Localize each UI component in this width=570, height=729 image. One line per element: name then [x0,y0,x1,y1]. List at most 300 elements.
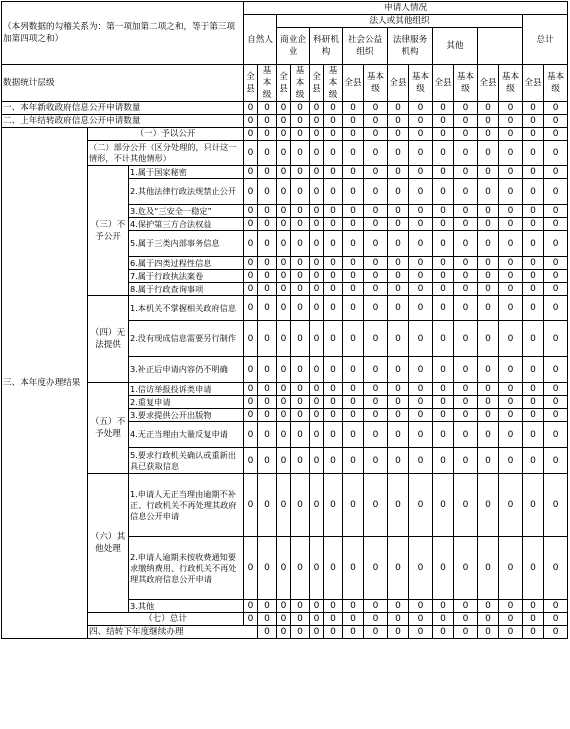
count-cell: 0 [523,474,544,537]
count-cell: 0 [324,422,343,448]
count-cell: 0 [244,179,258,205]
count-cell: 0 [364,257,388,270]
other-handling-reason-3: 3.其他 [129,600,244,613]
count-cell: 0 [277,448,291,474]
unable-reason-1: 1.本机关不掌握相关政府信息 [129,296,244,321]
count-cell: 0 [343,321,364,357]
count-cell: 0 [324,409,343,422]
base-level-subheader: 基本级 [409,65,433,102]
count-cell: 0 [291,205,310,218]
count-cell: 0 [364,102,388,115]
count-cell: 0 [310,205,324,218]
count-cell: 0 [364,128,388,141]
disclosed-label: （一）予以公开 [88,128,244,141]
base-level-subheader: 基本级 [454,65,478,102]
count-cell: 0 [409,128,433,141]
county-all-subheader: 全县 [478,65,499,102]
count-cell: 0 [343,396,364,409]
handling-results-label: 三、本年度办理结果 [2,128,88,639]
count-cell: 0 [478,409,499,422]
count-cell: 0 [499,613,523,626]
count-cell: 0 [343,257,364,270]
count-cell: 0 [258,205,277,218]
count-cell: 0 [544,600,568,613]
county-all-subheader: 全县 [433,65,454,102]
count-cell: 0 [433,474,454,537]
count-cell: 0 [364,179,388,205]
count-cell: 0 [343,115,364,128]
count-cell: 0 [388,296,409,321]
count-cell: 0 [343,357,364,383]
count-cell: 0 [291,626,310,639]
count-cell: 0 [291,128,310,141]
count-cell: 0 [433,218,454,231]
count-cell: 0 [454,179,478,205]
count-cell: 0 [258,626,277,639]
count-cell: 0 [310,102,324,115]
count-cell: 0 [454,409,478,422]
count-cell: 0 [364,166,388,179]
count-cell: 0 [291,396,310,409]
count-cell: 0 [277,537,291,600]
count-cell: 0 [388,128,409,141]
count-cell: 0 [454,270,478,283]
total-header: 总计 [523,15,568,65]
count-cell: 0 [454,422,478,448]
count-cell: 0 [499,115,523,128]
count-cell: 0 [499,257,523,270]
other-header: 其他 [433,28,478,65]
count-cell: 0 [478,205,499,218]
count-cell: 0 [258,448,277,474]
count-cell: 0 [499,296,523,321]
count-cell: 0 [277,357,291,383]
count-cell: 0 [291,600,310,613]
count-cell: 0 [258,409,277,422]
count-cell: 0 [499,231,523,257]
count-cell: 0 [277,321,291,357]
count-cell: 0 [364,537,388,600]
count-cell: 0 [343,205,364,218]
count-cell: 0 [277,474,291,537]
count-cell: 0 [499,141,523,166]
count-cell: 0 [523,128,544,141]
count-cell: 0 [258,179,277,205]
count-cell: 0 [310,357,324,383]
count-cell: 0 [244,283,258,296]
count-cell: 0 [277,270,291,283]
count-cell: 0 [343,409,364,422]
count-cell: 0 [364,626,388,639]
count-cell: 0 [364,283,388,296]
count-cell: 0 [343,422,364,448]
count-cell: 0 [258,128,277,141]
count-cell: 0 [310,383,324,396]
count-cell: 0 [454,128,478,141]
count-cell: 0 [478,166,499,179]
count-cell: 0 [364,383,388,396]
count-cell: 0 [523,383,544,396]
count-cell: 0 [343,128,364,141]
count-cell: 0 [291,422,310,448]
county-all-subheader: 全县 [244,65,258,102]
count-cell: 0 [478,141,499,166]
count-cell: 0 [523,537,544,600]
count-cell: 0 [454,448,478,474]
county-all-subheader: 全县 [523,65,544,102]
count-cell: 0 [499,600,523,613]
stat-relation-note: （本列数据的勾稽关系为：第一项加第二项之和，等于第三项加第四项之和） [2,2,244,65]
count-cell: 0 [364,296,388,321]
legal-service-header: 法律服务机构 [388,28,433,65]
count-cell: 0 [499,409,523,422]
count-cell: 0 [454,231,478,257]
count-cell: 0 [388,537,409,600]
base-level-subheader: 基本级 [544,65,568,102]
count-cell: 0 [258,283,277,296]
count-cell: 0 [544,128,568,141]
count-cell: 0 [343,383,364,396]
count-cell: 0 [244,321,258,357]
count-cell: 0 [310,128,324,141]
base-level-subheader: 基本级 [324,65,343,102]
count-cell: 0 [478,626,499,639]
count-cell: 0 [433,409,454,422]
count-cell: 0 [291,141,310,166]
not-disclosed-reason-8: 8.属于行政查询事项 [129,283,244,296]
count-cell: 0 [478,283,499,296]
count-cell: 0 [277,166,291,179]
count-cell: 0 [324,231,343,257]
count-cell: 0 [364,474,388,537]
count-cell: 0 [523,283,544,296]
count-cell: 0 [523,296,544,321]
count-cell: 0 [523,613,544,626]
count-cell: 0 [291,409,310,422]
count-cell: 0 [454,102,478,115]
count-cell: 0 [409,179,433,205]
count-cell: 0 [258,383,277,396]
count-cell: 0 [277,283,291,296]
count-cell: 0 [409,474,433,537]
count-cell: 0 [523,218,544,231]
count-cell: 0 [258,257,277,270]
count-cell: 0 [343,600,364,613]
other-handling-reason-2: 2.申请人逾期未按收费通知要求缴纳费用、行政机关不再处理其政府信息公开申请 [129,537,244,600]
count-cell: 0 [544,537,568,600]
count-cell: 0 [523,270,544,283]
other-handling-label: （六）其他处理 [88,474,129,613]
table-row [2,128,568,141]
count-cell: 0 [258,396,277,409]
not-disclosed-reason-4: 4.保护第三方合法权益 [129,218,244,231]
not-disclosed-reason-5: 5.属于三类内部事务信息 [129,231,244,257]
count-cell: 0 [324,141,343,166]
count-cell: 0 [277,205,291,218]
count-cell: 0 [523,115,544,128]
count-cell: 0 [258,321,277,357]
count-cell: 0 [433,283,454,296]
count-cell: 0 [277,613,291,626]
count-cell: 0 [324,270,343,283]
count-cell: 0 [364,613,388,626]
count-cell: 0 [523,409,544,422]
count-cell: 0 [244,613,258,626]
count-cell: 0 [310,321,324,357]
count-cell: 0 [310,231,324,257]
research-header: 科研机构 [310,28,343,65]
count-cell: 0 [499,422,523,448]
count-cell: 0 [324,102,343,115]
count-cell: 0 [454,115,478,128]
count-cell: 0 [388,474,409,537]
count-cell: 0 [478,179,499,205]
results-total-label: （七）总计 [88,613,244,626]
count-cell: 0 [277,231,291,257]
count-cell: 0 [277,626,291,639]
count-cell: 0 [364,115,388,128]
count-cell: 0 [478,231,499,257]
count-cell: 0 [277,600,291,613]
count-cell: 0 [364,448,388,474]
count-cell: 0 [291,448,310,474]
stat-dimension-label: 数据统计层级 [2,65,244,102]
count-cell: 0 [478,296,499,321]
count-cell: 0 [258,474,277,537]
count-cell: 0 [258,166,277,179]
count-cell: 0 [258,296,277,321]
count-cell: 0 [364,218,388,231]
not-disclosed-reason-2: 2.其他法律行政法规禁止公开 [129,179,244,205]
count-cell: 0 [291,231,310,257]
count-cell: 0 [454,357,478,383]
count-cell: 0 [324,613,343,626]
count-cell: 0 [310,626,324,639]
count-cell: 0 [388,613,409,626]
count-cell: 0 [310,218,324,231]
count-cell: 0 [454,537,478,600]
count-cell: 0 [478,396,499,409]
count-cell: 0 [291,179,310,205]
count-cell: 0 [343,613,364,626]
count-cell: 0 [324,448,343,474]
count-cell: 0 [364,422,388,448]
count-cell: 0 [433,600,454,613]
count-cell: 0 [343,166,364,179]
count-cell: 0 [310,270,324,283]
count-cell: 0 [454,474,478,537]
count-cell: 0 [277,422,291,448]
count-cell: 0 [364,270,388,283]
count-cell: 0 [409,613,433,626]
count-cell: 0 [324,396,343,409]
count-cell: 0 [364,231,388,257]
count-cell: 0 [433,102,454,115]
count-cell: 0 [523,205,544,218]
count-cell: 0 [433,257,454,270]
count-cell: 0 [388,448,409,474]
count-cell: 0 [523,231,544,257]
count-cell: 0 [478,115,499,128]
count-cell: 0 [244,166,258,179]
partial-disclosure-label: （二）部分公开（区分处理的，只计这一情形，不计其他情形） [88,141,244,166]
not-processed-reason-5: 5.要求行政机关确认或重新出具已获取信息 [129,448,244,474]
count-cell: 0 [324,218,343,231]
count-cell: 0 [388,179,409,205]
count-cell: 0 [523,600,544,613]
count-cell: 0 [258,422,277,448]
count-cell: 0 [277,128,291,141]
count-cell: 0 [409,283,433,296]
count-cell: 0 [544,115,568,128]
count-cell: 0 [409,448,433,474]
count-cell: 0 [454,141,478,166]
count-cell: 0 [291,383,310,396]
not-processed-label: （五）不予处理 [88,383,129,474]
count-cell: 0 [388,422,409,448]
count-cell: 0 [499,626,523,639]
count-cell: 0 [343,218,364,231]
count-cell: 0 [478,613,499,626]
count-cell: 0 [454,205,478,218]
count-cell: 0 [244,102,258,115]
count-cell: 0 [244,205,258,218]
count-cell: 0 [258,357,277,383]
count-cell: 0 [343,141,364,166]
count-cell: 0 [244,422,258,448]
count-cell: 0 [544,626,568,639]
count-cell: 0 [343,296,364,321]
count-cell: 0 [499,321,523,357]
base-level-subheader: 基本级 [364,65,388,102]
count-cell: 0 [433,383,454,396]
count-cell: 0 [433,626,454,639]
count-cell: 0 [499,396,523,409]
base-level-subheader: 基本级 [291,65,310,102]
count-cell: 0 [244,600,258,613]
count-cell: 0 [388,357,409,383]
commercial-header: 商业企业 [277,28,310,65]
count-cell: 0 [244,231,258,257]
count-cell: 0 [523,257,544,270]
count-cell: 0 [258,537,277,600]
count-cell: 0 [454,257,478,270]
count-cell: 0 [478,357,499,383]
count-cell: 0 [244,218,258,231]
count-cell: 0 [291,537,310,600]
not-disclosed-reason-6: 6.属于四类过程性信息 [129,257,244,270]
count-cell: 0 [409,383,433,396]
count-cell: 0 [544,383,568,396]
table-row [2,115,568,128]
count-cell: 0 [310,613,324,626]
not-disclosed-reason-1: 1.属于国家秘密 [129,166,244,179]
count-cell: 0 [291,613,310,626]
count-cell: 0 [409,205,433,218]
not-processed-reason-3: 3.要求提供公开出版物 [129,409,244,422]
count-cell: 0 [324,205,343,218]
count-cell: 0 [324,357,343,383]
count-cell: 0 [409,115,433,128]
count-cell: 0 [523,102,544,115]
count-cell: 0 [388,205,409,218]
count-cell: 0 [310,257,324,270]
count-cell: 0 [478,321,499,357]
count-cell: 0 [388,383,409,396]
county-all-subheader: 全县 [388,65,409,102]
count-cell: 0 [258,600,277,613]
count-cell: 0 [523,626,544,639]
count-cell: 0 [310,283,324,296]
count-cell: 0 [409,257,433,270]
count-cell: 0 [324,283,343,296]
count-cell: 0 [291,166,310,179]
count-cell: 0 [544,283,568,296]
social-org-header: 社会公益组织 [343,28,388,65]
count-cell: 0 [454,321,478,357]
count-cell: 0 [409,422,433,448]
count-cell: 0 [523,357,544,383]
count-cell: 0 [433,448,454,474]
natural-person-header: 自然人 [244,15,277,65]
count-cell: 0 [544,231,568,257]
count-cell: 0 [544,474,568,537]
count-cell: 0 [388,270,409,283]
count-cell: 0 [388,257,409,270]
count-cell: 0 [454,626,478,639]
count-cell: 0 [454,218,478,231]
count-cell: 0 [343,270,364,283]
count-cell: 0 [478,448,499,474]
count-cell: 0 [291,257,310,270]
count-cell: 0 [388,115,409,128]
count-cell: 0 [544,141,568,166]
count-cell: 0 [409,231,433,257]
count-cell: 0 [499,270,523,283]
count-cell: 0 [291,270,310,283]
count-cell: 0 [258,231,277,257]
count-cell: 0 [244,296,258,321]
count-cell: 0 [310,296,324,321]
count-cell: 0 [409,626,433,639]
count-cell: 0 [409,296,433,321]
count-cell: 0 [244,270,258,283]
unable-reason-3: 3.补正后申请内容仍不明确 [129,357,244,383]
unable-reason-2: 2.没有现成信息需要另行制作 [129,321,244,357]
count-cell: 0 [544,409,568,422]
count-cell: 0 [343,179,364,205]
count-cell: 0 [310,115,324,128]
count-cell: 0 [478,383,499,396]
count-cell: 0 [277,115,291,128]
count-cell: 0 [388,283,409,296]
count-cell: 0 [291,115,310,128]
count-cell: 0 [244,396,258,409]
count-cell: 0 [499,283,523,296]
not-processed-reason-2: 2.重复申请 [129,396,244,409]
table-row [2,102,568,115]
count-cell: 0 [364,205,388,218]
count-cell: 0 [291,474,310,537]
count-cell: 0 [544,270,568,283]
count-cell: 0 [388,626,409,639]
count-cell: 0 [523,166,544,179]
count-cell: 0 [433,613,454,626]
count-cell: 0 [324,321,343,357]
count-cell: 0 [244,141,258,166]
county-all-subheader: 全县 [343,65,364,102]
count-cell: 0 [258,102,277,115]
